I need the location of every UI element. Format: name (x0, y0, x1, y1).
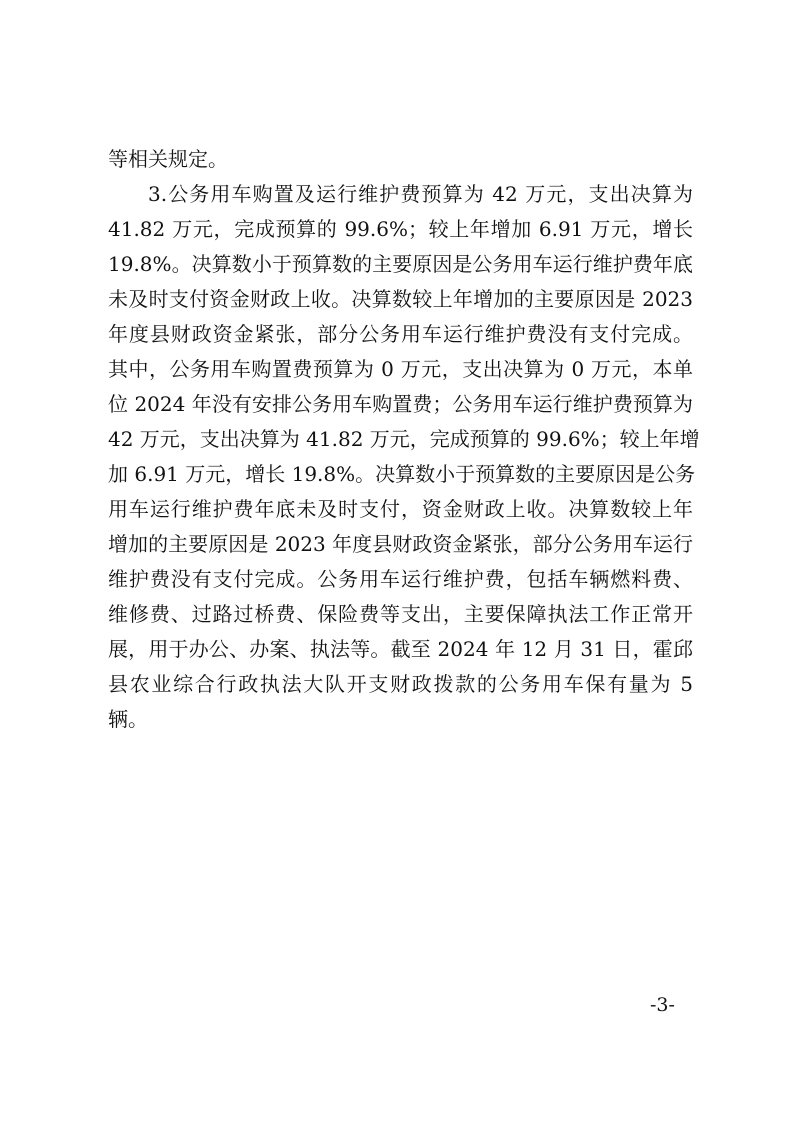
text-line: 增加的主要原因是 2023 年度县财政资金紧张，部分公务用车运行 (108, 532, 693, 556)
text-line: 辆。 (108, 707, 148, 731)
text-line: 维修费、过路过桥费、保险费等支出，主要保障执法工作正常开 (108, 602, 693, 626)
text-line: 未及时支付资金财政上收。决算数较上年增加的主要原因是 2023 (108, 287, 693, 311)
text-line: 3.公务用车购置及运行维护费预算为 42 万元，支出决算为 (148, 182, 693, 206)
body-text (108, 142, 700, 737)
text-line: 等相关规定。 (108, 147, 228, 171)
text-line: 县农业综合行政执法大队开支财政拨款的公务用车保有量为 5 (108, 672, 693, 696)
page-number: -3- (650, 994, 675, 1016)
text-line: 42 万元，支出决算为 41.82 万元，完成预算的 99.6%；较上年增 (108, 427, 700, 451)
text-line: 其中，公务用车购置费预算为 0 万元，支出决算为 0 万元，本单 (108, 357, 693, 381)
text-line: 展，用于办公、办案、执法等。截至 2024 年 12 月 31 日，霍邱 (108, 637, 693, 661)
text-line: 位 2024 年没有安排公务用车购置费；公务用车运行维护费预算为 (108, 392, 693, 416)
text-line: 用车运行维护费年底未及时支付，资金财政上收。决算数较上年 (108, 497, 693, 521)
text-line: 年度县财政资金紧张，部分公务用车运行维护费没有支付完成。 (108, 322, 693, 346)
text-line: 19.8%。决算数小于预算数的主要原因是公务用车运行维护费年底 (108, 252, 693, 276)
text-line: 维护费没有支付完成。公务用车运行维护费，包括车辆燃料费、 (108, 567, 693, 591)
text-line: 加 6.91 万元，增长 19.8%。决算数小于预算数的主要原因是公务 (108, 462, 696, 486)
text-line: 41.82 万元，完成预算的 99.6%；较上年增加 6.91 万元，增长 (108, 217, 693, 241)
